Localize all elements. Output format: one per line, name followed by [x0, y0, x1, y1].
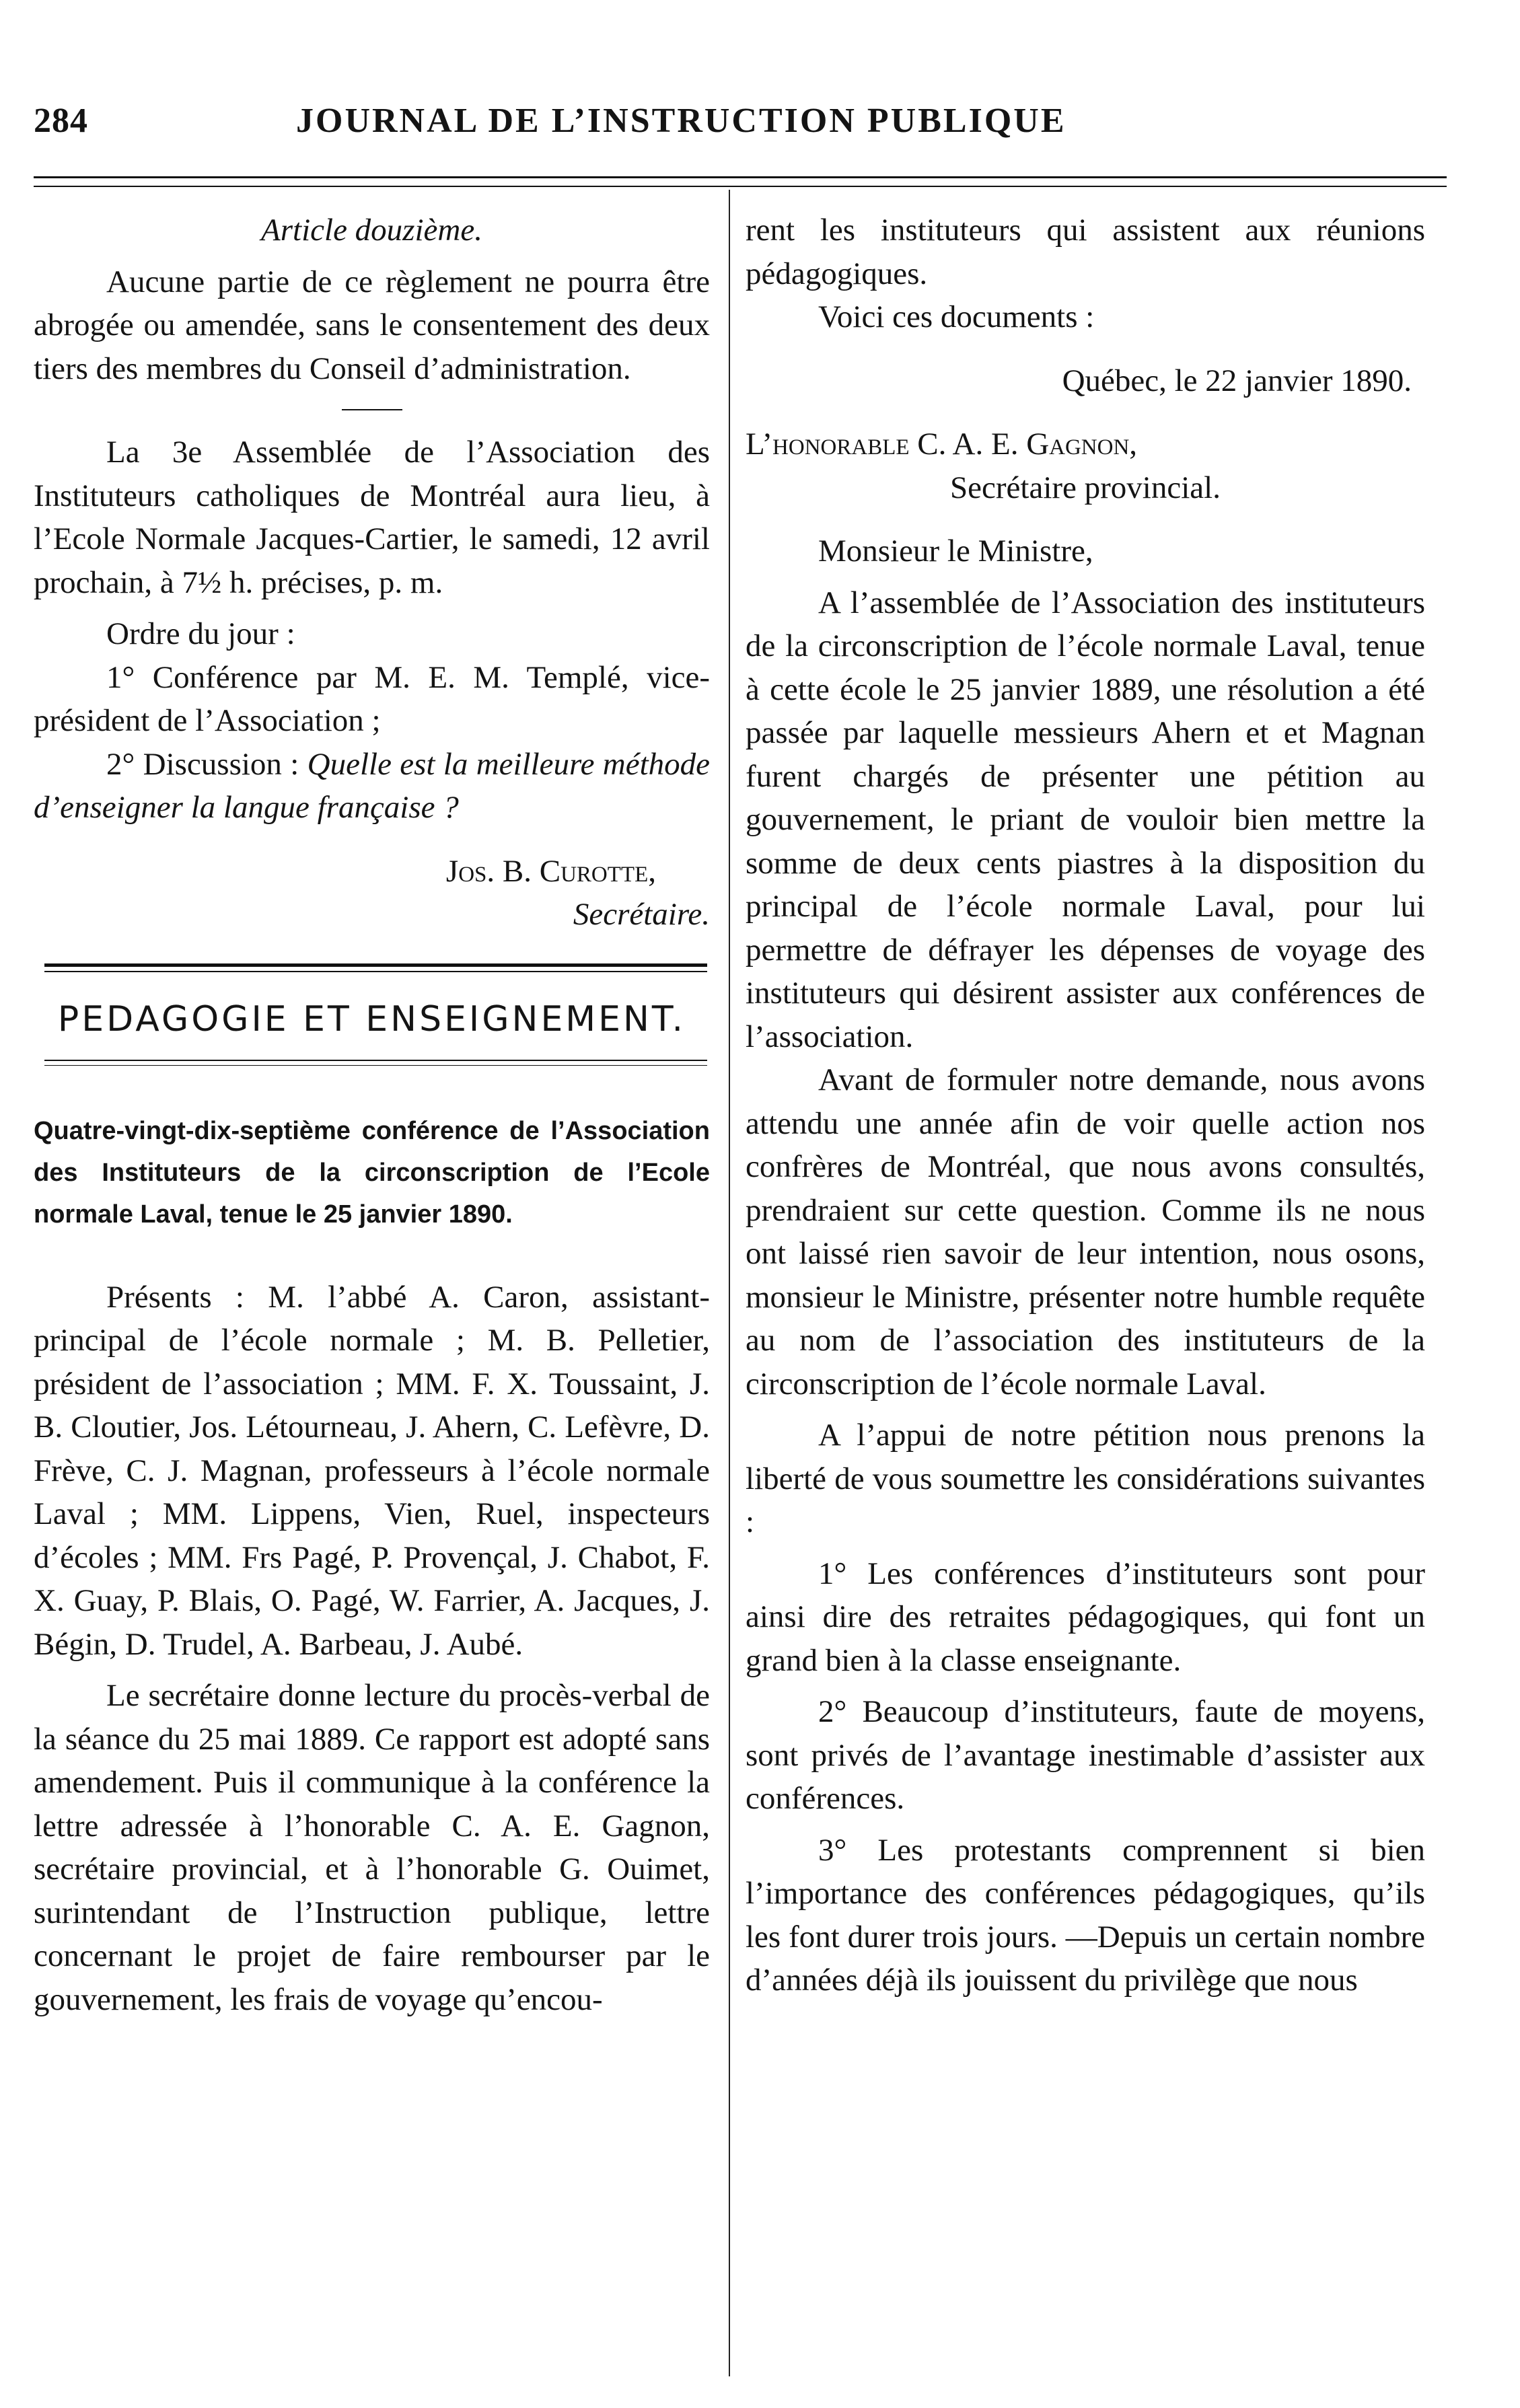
documents-intro: Voici ces documents :	[818, 299, 1095, 334]
section-heading: PEDAGOGIE ET ENSEIGNEMENT.	[57, 998, 686, 1039]
letter-date: Québec, le 22 janvier 1890.	[1062, 363, 1412, 398]
column-divider	[729, 190, 730, 2376]
section-rule-top	[44, 963, 707, 967]
left-column	[34, 209, 710, 2021]
right-column	[746, 209, 1425, 2002]
conference-heading: Quatre-vingt-dix-septième conférence de l’Association des Instituteurs de la circonscription de l’Ecole normale Laval, tenue le 25 janvier 1890.	[34, 1116, 710, 1229]
agenda-item-2-question: Quelle est la meilleure méthode d’enseigner la langue française ?	[34, 746, 711, 825]
article-text: Aucune partie de ce règlement ne pourra être abrogée ou amendée, sans le consentement des deux tiers des membres du Conseil d’administration.	[34, 264, 710, 386]
addressee-title: Secrétaire provincial.	[950, 470, 1221, 505]
agenda-item-2-prefix: 2° Discussion :	[106, 746, 307, 782]
letter-paragraph-2: Avant de formuler notre demande, nous avons attendu une année afin de voir quelle action nos confrères de Montréal, que nous avons consultés, prendraient sur cette question. Comme ils ne nous ont laissé rien savoir de leur intention, nous osons, monsieur le Ministre, présenter notre humble requête au nom de l’association des instituteurs de la circonscription de l’école normale Laval.	[746, 1062, 1425, 1401]
article-title: Article douzième.	[261, 213, 482, 248]
running-title: JOURNAL DE L’INSTRUCTION PUBLIQUE	[296, 102, 1066, 140]
attendees-paragraph: Présents : M. l’abbé A. Caron, assistant-principal de l’école normale ; M. B. Pelletier, président de l’association ; MM. F. X. Toussaint, J. B. Cloutier, Jos. Létourneau, J. Ahern, C. Lefèvre, D. Frève, C. J. Magnan, professeurs à l’école normale Laval ; MM. Lippens, Vien, Ruel, inspecteurs d’écoles ; MM. Frs Pagé, P. Provençal, J. Chabot, F. X. Guay, P. Blais, O. Pagé, W. Farrier, A. Jacques, J. Bégin, D. Trudel, A. Barbeau, J. Aubé.	[34, 1279, 710, 1662]
salutation: Monsieur le Ministre,	[818, 534, 1093, 569]
addressee-name: L’honorable C. A. E. Gagnon,	[746, 427, 1138, 462]
agenda-item-1: 1° Conférence par M. E. M. Templé, vice-président de l’Association ;	[34, 659, 710, 738]
consideration-2: 2° Beaucoup d’instituteurs, faute de moyens, sont privés de l’avantage inestimable d’assister aux conférences.	[746, 1694, 1425, 1816]
section-rule-bottom	[44, 1060, 707, 1061]
separator-rule	[342, 409, 402, 410]
header-rule	[34, 176, 1447, 178]
agenda-label: Ordre du jour :	[106, 616, 295, 651]
letter-paragraph-1: A l’assemblée de l’Association des instituteurs de la circonscription de l’école normale Laval, tenue à cette école le 25 janvier 1889, une résolution a été passée par laquelle messieurs Ahern et et Magnan furent chargés de présenter une pétition au gouvernement, le priant de vouloir bien mettre la somme de deux cents piastres à la disposition du principal de l’école normale Laval, pour lui permettre de défrayer les dépenses de voyage des instituteurs qui désirent assister aux conférences de l’association.	[746, 585, 1425, 1054]
assembly-announcement: La 3e Assemblée de l’Association des Instituteurs catholiques de Montréal aura lieu, à l’Ecole Normale Jacques-Cartier, le samedi, 12 avril prochain, à 7½ h. précises, p. m.	[34, 435, 710, 600]
secretary-paragraph: Le secrétaire donne lecture du procès-verbal de la séance du 25 mai 1889. Ce rapport est adopté sans amendement. Puis il communique à la conférence la lettre adressée à l’honorable C. A. E. Gagnon, secrétaire provincial, et à l’honorable G. Ouimet, surintendant de l’Instruction publique, lettre concernant le projet de faire rembourser par le gouvernement, les frais de voyage qu’encou-	[34, 1678, 710, 2017]
header-rule-secondary	[34, 186, 1447, 187]
signature-title: Secrétaire.	[573, 897, 710, 932]
page-header	[34, 101, 1486, 155]
consideration-1: 1° Les conférences d’instituteurs sont pour ainsi dire des retraites pédagogiques, qui font un grand bien à la classe enseignante.	[746, 1556, 1425, 1678]
letter-paragraph-3: A l’appui de notre pétition nous prenons la liberté de vous soumettre les considérations suivantes :	[746, 1418, 1425, 1539]
section-rule-top-secondary	[44, 971, 707, 972]
section-rule-bottom-secondary	[44, 1065, 707, 1066]
consideration-3: 3° Les protestants comprennent si bien l’importance des conférences pédagogiques, qu’ils les font durer trois jours. —Depuis un certain nombre d’années déjà ils jouissent du privilège que nous	[746, 1832, 1425, 1998]
page-number: 284	[34, 102, 88, 140]
agenda-item-2	[34, 743, 710, 830]
continued-text: rent les instituteurs qui assistent aux réunions pédagogiques.	[746, 213, 1425, 291]
signature-name: Jos. B. Curotte,	[445, 853, 656, 889]
